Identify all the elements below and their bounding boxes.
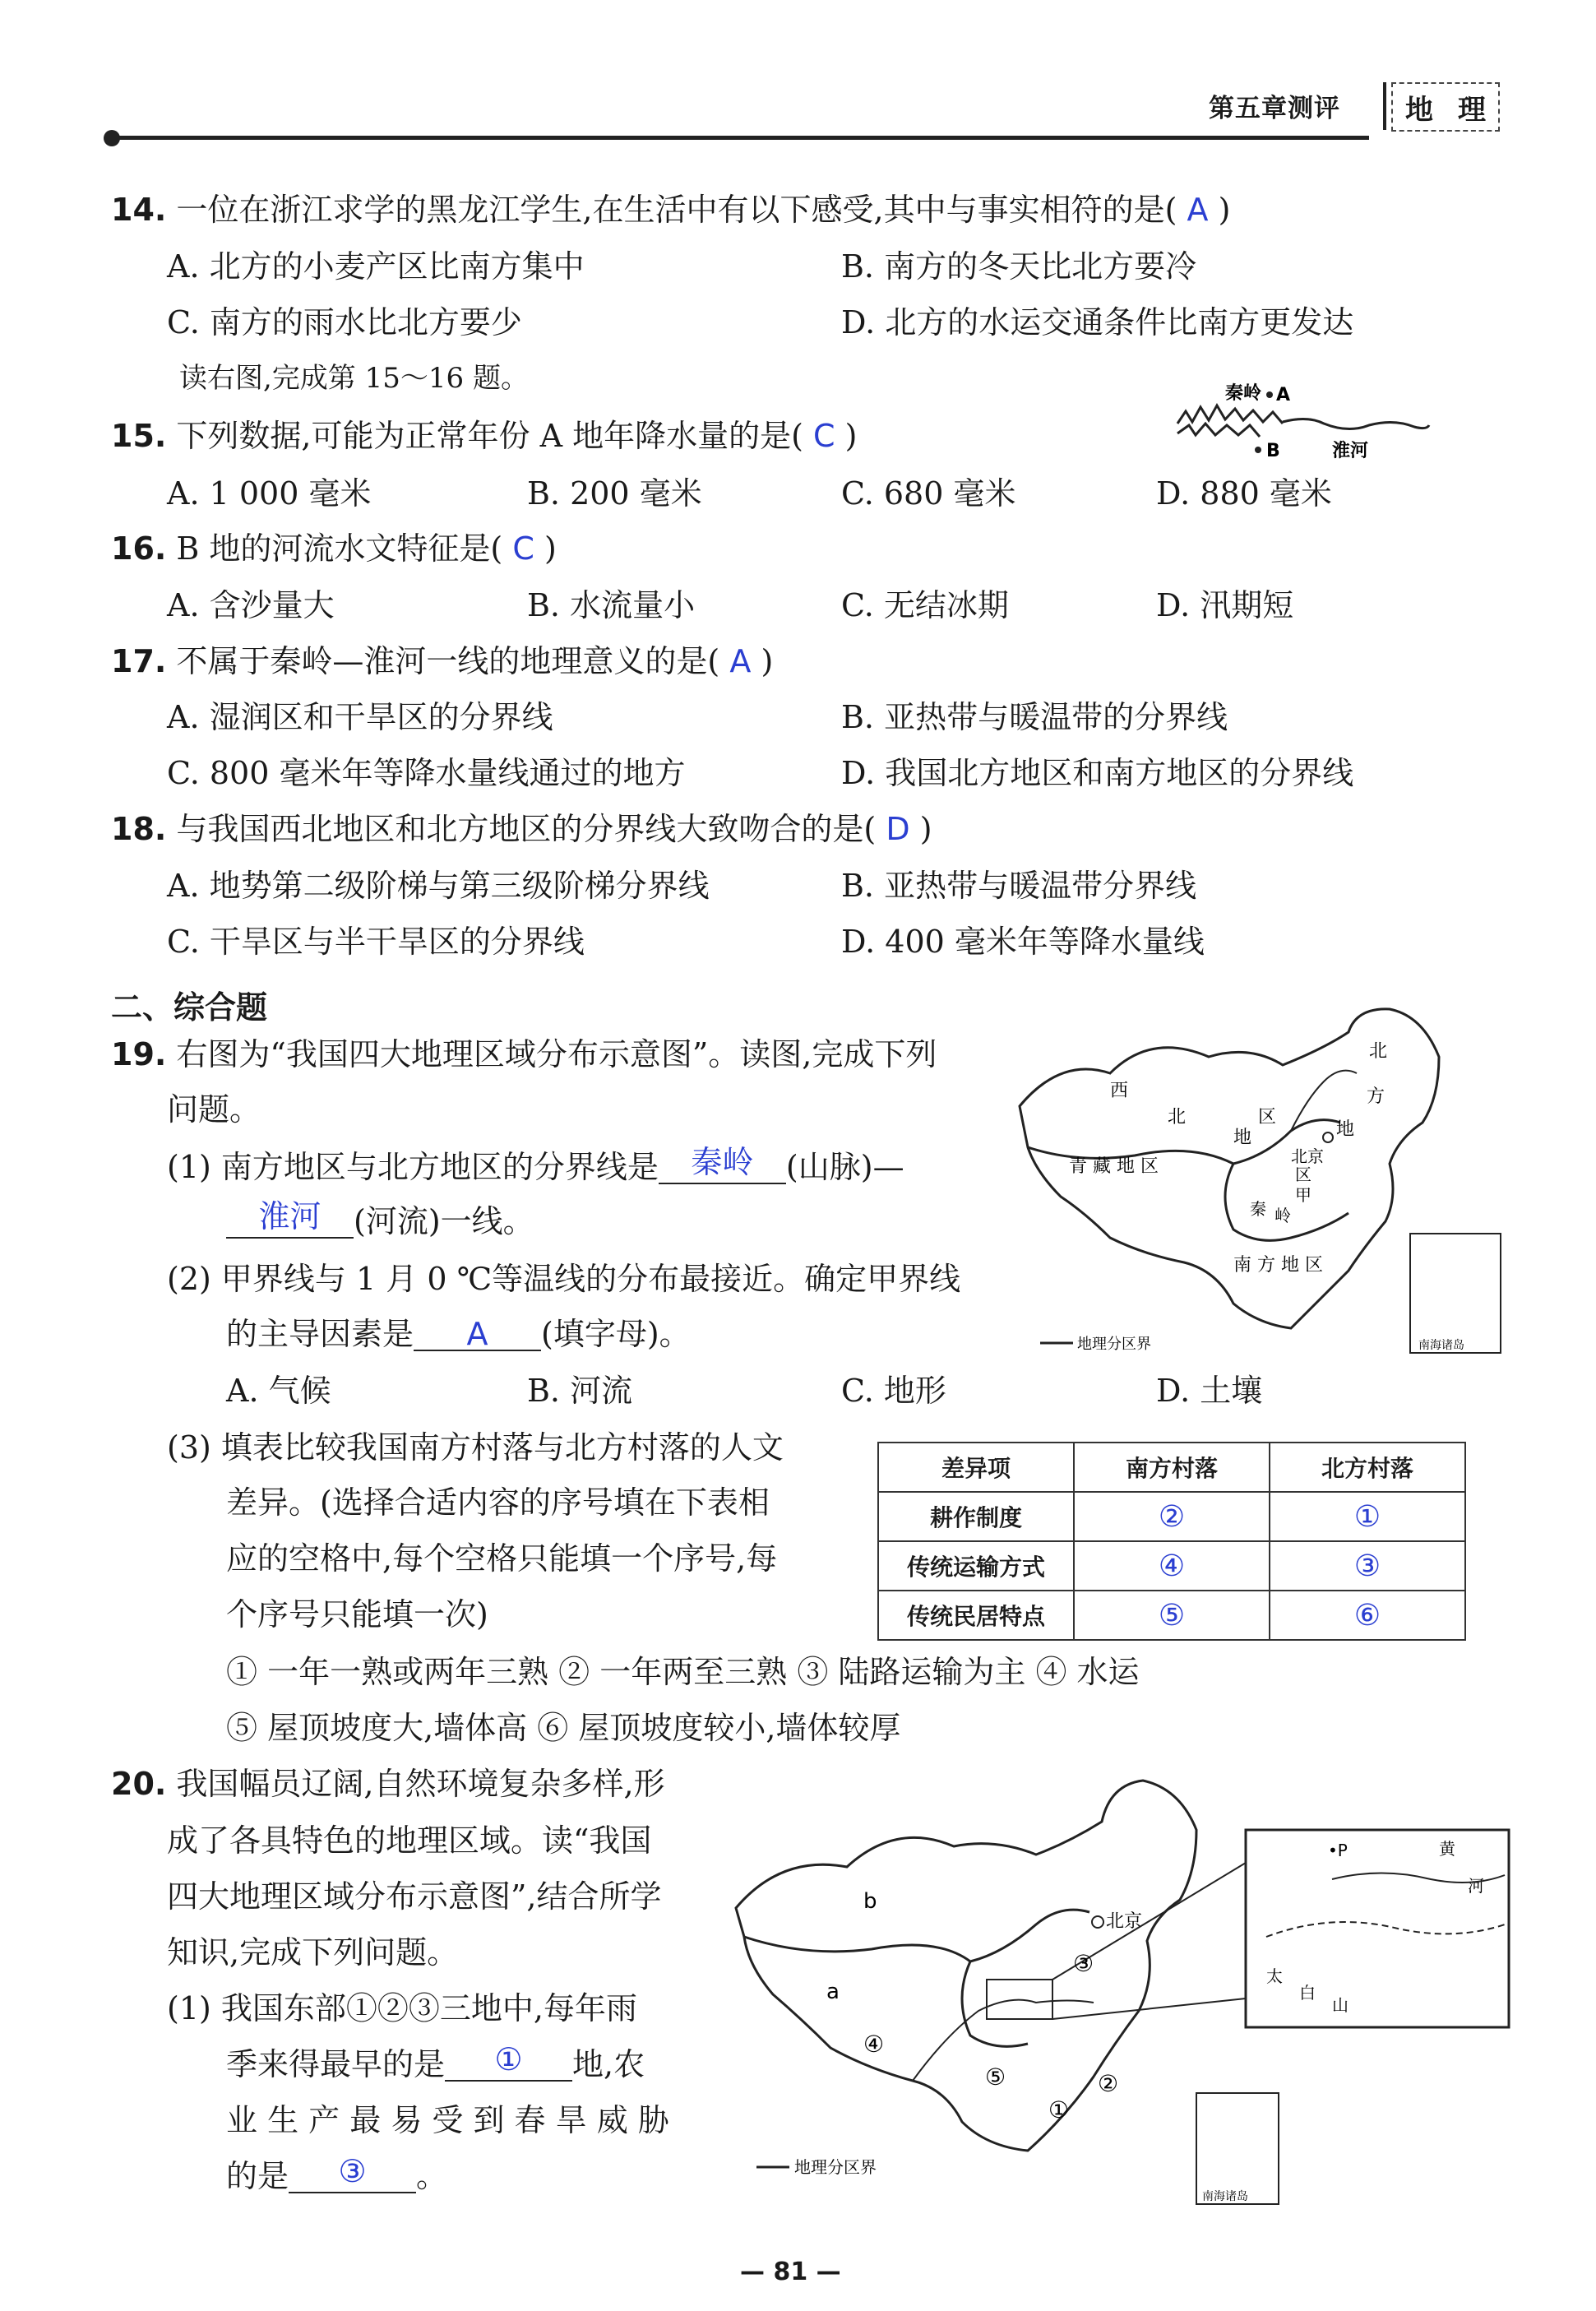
china-outline (736, 1781, 1196, 2151)
label-qingzang: 青 藏 地 区 (1069, 1156, 1159, 1177)
point-b-dot (1255, 447, 1261, 453)
q19-part2-option-c: C. 地形 (841, 1373, 946, 1409)
marker-1: ① (1048, 2096, 1070, 2123)
q19-blank-3: A (414, 1318, 541, 1351)
subject-char-1: 地 (1405, 93, 1433, 127)
inset-box (1196, 2093, 1279, 2204)
subject-char-2: 理 (1458, 93, 1486, 127)
q18-option-a: A. 地势第二级阶梯与第三级阶梯分界线 (167, 868, 710, 904)
legend-label: 地理分区界 (794, 2157, 877, 2177)
inset-label: 南海诸岛 (1418, 1339, 1464, 1352)
qinling-huaihe-sketch (1168, 374, 1431, 465)
region-boundary-northwest (744, 1910, 1089, 1961)
label-tai: 太 (1266, 1966, 1283, 1986)
q15-option-a: A. 1 000 毫米 (167, 475, 372, 512)
marker-3: ③ (1073, 1950, 1094, 1977)
table-row (878, 1492, 1465, 1541)
th-north: 北方村落 (1270, 1443, 1465, 1492)
label-jia: 甲 (1295, 1185, 1311, 1205)
q19-blank-2: 淮河 (226, 1206, 354, 1239)
label-qinling: 秦岭 (1225, 383, 1262, 404)
question-20-stem: 20. 我国幅员辽阔,自然环境复杂多样,形 (111, 1766, 665, 1802)
row-label: 传统民居特点 (878, 1591, 1074, 1640)
q17-option-b: B. 亚热带与暖温带的分界线 (841, 699, 1228, 735)
cell-north: ③ (1270, 1541, 1465, 1591)
label-qu: 区 (1258, 1107, 1277, 1128)
q20-part1-l4: 的是 ③ 。 (226, 2153, 448, 2194)
mountain-ridge-lower (1177, 424, 1260, 437)
q19-part1: (1) 南方地区与北方地区的分界线是 秦岭 (山脉)— (167, 1144, 904, 1185)
inset-label: 南海诸岛 (1202, 2190, 1248, 2203)
cell-north: ① (1270, 1492, 1465, 1541)
q14-option-c: C. 南方的雨水比北方要少 (167, 304, 522, 340)
four-regions-map-20 (724, 1764, 1513, 2212)
header-separator (1383, 82, 1386, 130)
question-15-stem: 15. 下列数据,可能为正常年份 A 地年降水量的是( C ) (111, 418, 858, 454)
question-19-stem-cont: 问题。 (167, 1091, 261, 1128)
label-region-a: a (826, 1980, 840, 2004)
point-a-dot (1266, 391, 1273, 398)
q15-option-c: C. 680 毫米 (841, 475, 1016, 512)
label-beijing: 北京 (1106, 1911, 1143, 1932)
q15-option-b: B. 200 毫米 (527, 475, 702, 512)
q16-option-a: A. 含沙量大 (167, 587, 335, 623)
question-14-stem: 14. 一位在浙江求学的黑龙江学生,在生活中有以下感受,其中与事实相符的是( A ) (111, 192, 1231, 228)
q16-option-d: D. 汛期短 (1156, 587, 1294, 623)
marker-2: ② (1098, 2070, 1119, 2097)
subject-badge (1391, 82, 1500, 132)
beijing-marker-icon (1092, 1916, 1103, 1928)
q18-option-b: B. 亚热带与暖温带分界线 (841, 868, 1197, 904)
cell-south: ⑤ (1074, 1591, 1270, 1640)
chapter-title: 第五章测评 (1209, 94, 1340, 123)
q19-options-line-2: ⑤ 屋顶坡度大,墙体高 ⑥ 屋顶坡度较小,墙体较厚 (226, 1710, 901, 1746)
q20-part1-l1: (1) 我国东部①②③三地中,每年雨 (167, 1990, 637, 2026)
village-comparison-table (877, 1442, 1466, 1641)
marker-5-dot: ⑤ (985, 2063, 1006, 2091)
mountain-ridge (1177, 405, 1283, 424)
q17-option-d: D. 我国北方地区和南方地区的分界线 (841, 755, 1354, 791)
q16-option-c: C. 无结冰期 (841, 587, 1009, 623)
q19-blank-1: 秦岭 (659, 1151, 786, 1184)
label-fang: 方 (1367, 1086, 1386, 1107)
q20-stem-l4: 知识,完成下列问题。 (167, 1934, 459, 1971)
label-bei: 北 (1168, 1107, 1187, 1128)
label-di: 地 (1233, 1128, 1252, 1148)
q19-part2-option-b: B. 河流 (527, 1373, 633, 1409)
cell-south: ② (1074, 1492, 1270, 1541)
answer-16: C (512, 530, 534, 567)
q14-option-a: A. 北方的小麦产区比南方集中 (167, 248, 585, 285)
region-boundary-qinghai-tibet (1225, 1164, 1349, 1240)
q19-part2-option-d: D. 土壤 (1156, 1373, 1263, 1409)
answer-15: C (813, 418, 835, 454)
th-south: 南方村落 (1074, 1443, 1270, 1492)
beijing-marker-icon (1323, 1132, 1333, 1142)
row-label: 耕作制度 (878, 1492, 1074, 1541)
answer-14: A (1187, 192, 1209, 228)
question-18-stem: 18. 与我国西北地区和北方地区的分界线大致吻合的是( D ) (111, 811, 932, 847)
q19-part1-cont: 淮河 (河流)一线。 (226, 1206, 534, 1239)
question-19-stem: 19. 右图为“我国四大地理区域分布示意图”。读图,完成下列 (111, 1036, 937, 1072)
label-qu2: 区 (1295, 1165, 1311, 1184)
section-title: 二、综合题 (111, 989, 268, 1026)
row-label: 传统运输方式 (878, 1541, 1074, 1591)
q19-part3-l2: 差异。(选择合适内容的序号填在下表相 (226, 1484, 770, 1521)
q19-part2-cont: 的主导因素是 A (填字母)。 (226, 1316, 691, 1352)
label-huaihe: 淮河 (1332, 441, 1369, 461)
cell-north: ⑥ (1270, 1591, 1465, 1640)
table-header-row (878, 1443, 1465, 1492)
label-beijing: 北京 (1291, 1146, 1324, 1166)
q14-option-d: D. 北方的水运交通条件比南方更发达 (841, 304, 1354, 340)
label-bei2: 北 (1369, 1041, 1388, 1062)
inset-box (1410, 1234, 1501, 1353)
label-qin: 秦 (1250, 1199, 1266, 1219)
table-row (878, 1591, 1465, 1640)
marker-4: ④ (863, 2031, 885, 2058)
label-ling: 岭 (1274, 1206, 1291, 1225)
cell-south: ④ (1074, 1541, 1270, 1591)
q20-blank-1: ① (445, 2049, 572, 2082)
label-point-p: •P (1328, 1841, 1348, 1860)
label-huang: 黄 (1439, 1839, 1455, 1859)
label-bai: 白 (1299, 1983, 1316, 2003)
instruction-15-16: 读右图,完成第 15～16 题。 (179, 362, 529, 395)
q17-option-a: A. 湿润区和干旱区的分界线 (167, 699, 553, 735)
answer-18: D (886, 811, 910, 847)
q18-option-c: C. 干旱区与半干旱区的分界线 (167, 924, 585, 960)
q19-part3-l1: (3) 填表比较我国南方村落与北方村落的人文 (167, 1429, 784, 1466)
four-regions-map-19 (1011, 999, 1505, 1361)
q20-stem-l3: 四大地理区域分布示意图”,结合所学 (167, 1878, 662, 1915)
q19-part3-l4: 个序号只能填一次) (226, 1596, 488, 1633)
label-xi: 西 (1110, 1081, 1129, 1101)
page-number: — 81 — (740, 2258, 841, 2286)
q17-option-c: C. 800 毫米年等降水量线通过的地方 (167, 755, 686, 791)
th-item: 差异项 (878, 1443, 1074, 1492)
question-16-stem: 16. B 地的河流水文特征是( C ) (111, 530, 557, 567)
huaihe-river (1283, 419, 1429, 428)
q20-stem-l2: 成了各具特色的地理区域。读“我国 (167, 1822, 652, 1859)
label-shan: 山 (1332, 1995, 1349, 2015)
label-di2: 地 (1336, 1119, 1355, 1140)
q19-part3-l3: 应的空格中,每个空格只能填一个序号,每 (226, 1540, 778, 1577)
zoomed-inset (1246, 1830, 1509, 2027)
q20-blank-2: ③ (289, 2160, 416, 2193)
label-point-b: B (1266, 441, 1280, 461)
label-point-a: A (1276, 385, 1291, 405)
table-row (878, 1541, 1465, 1591)
q14-option-b: B. 南方的冬天比北方要冷 (841, 248, 1197, 285)
q20-part1-l3: 业 生 产 最 易 受 到 春 旱 威 胁 (226, 2102, 669, 2138)
answer-17: A (729, 643, 752, 679)
legend-label: 地理分区界 (1077, 1336, 1151, 1353)
question-17-stem: 17. 不属于秦岭—淮河一线的地理意义的是( A ) (111, 643, 774, 679)
q19-part2-option-a: A. 气候 (226, 1373, 331, 1409)
label-region-b: b (863, 1889, 877, 1914)
q18-option-d: D. 400 毫米年等降水量线 (841, 924, 1205, 960)
label-nanfang: 南 方 地 区 (1233, 1255, 1323, 1276)
q19-options-line-1: ① 一年一熟或两年三熟 ② 一年两至三熟 ③ 陆路运输为主 ④ 水运 (226, 1654, 1140, 1690)
q19-part2: (2) 甲界线与 1 月 0 ℃等温线的分布最接近。确定甲界线 (167, 1261, 961, 1297)
q15-option-d: D. 880 毫米 (1156, 475, 1332, 512)
q20-part1-l2: 季来得最早的是 ① 地,农 (226, 2041, 645, 2082)
header-rule (111, 136, 1369, 140)
q16-option-b: B. 水流量小 (527, 587, 696, 623)
label-he: 河 (1468, 1876, 1484, 1896)
